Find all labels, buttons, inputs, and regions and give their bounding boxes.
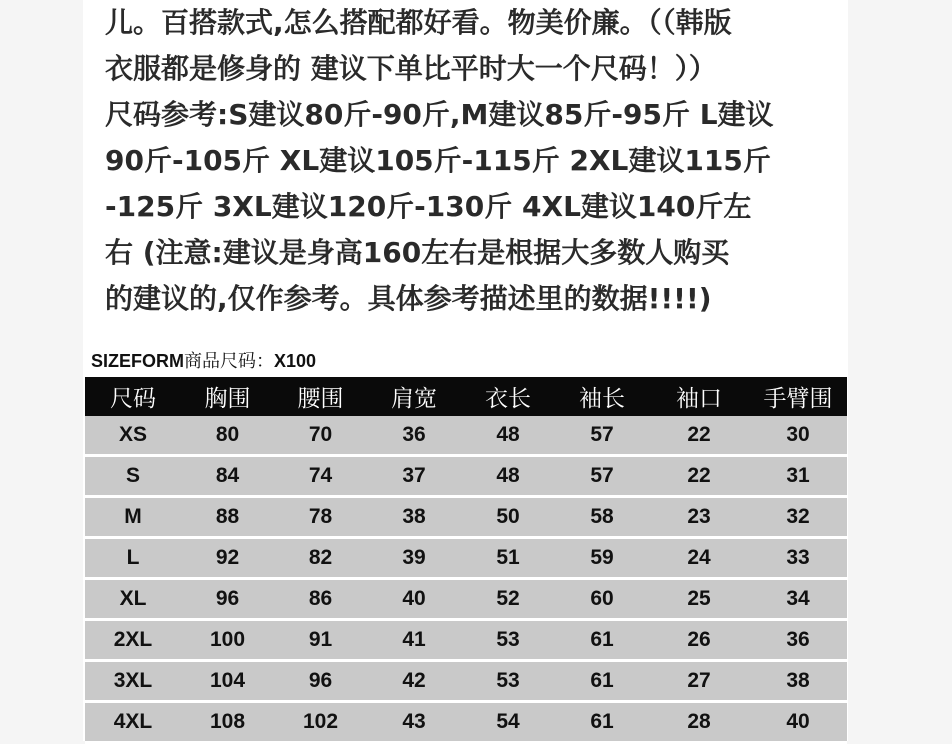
table-cell: 22	[649, 456, 749, 497]
table-cell: 43	[367, 702, 461, 743]
size-cell: M	[85, 497, 181, 538]
table-cell: 61	[555, 620, 649, 661]
size-cell: L	[85, 538, 181, 579]
table-cell: 86	[274, 579, 367, 620]
table-cell: 34	[749, 579, 847, 620]
size-cell: 3XL	[85, 661, 181, 702]
table-row	[85, 579, 847, 620]
product-detail-image	[83, 0, 848, 741]
table-row	[85, 538, 847, 579]
table-row	[85, 620, 847, 661]
table-row	[85, 497, 847, 538]
table-cell: 25	[649, 579, 749, 620]
header-cell: 肩宽	[367, 377, 461, 416]
size-cell: 2XL	[85, 620, 181, 661]
description-line: 衣服都是修身的 建议下单比平时大一个尺码！））	[105, 52, 717, 85]
table-cell: 92	[181, 538, 274, 579]
table-cell: 22	[649, 416, 749, 456]
table-cell: 31	[749, 456, 847, 497]
table-cell: 38	[749, 661, 847, 702]
table-cell: 59	[555, 538, 649, 579]
table-cell: 88	[181, 497, 274, 538]
header-cell: 腰围	[274, 377, 367, 416]
size-form-title	[91, 346, 316, 376]
table-cell: 57	[555, 416, 649, 456]
table-cell: 57	[555, 456, 649, 497]
size-chart-body	[85, 416, 847, 743]
table-cell: 53	[461, 620, 555, 661]
table-cell: 26	[649, 620, 749, 661]
table-cell: 27	[649, 661, 749, 702]
table-cell: 70	[274, 416, 367, 456]
size-chart-table	[85, 377, 847, 744]
table-header-row	[85, 377, 847, 416]
table-cell: 23	[649, 497, 749, 538]
table-cell: 96	[274, 661, 367, 702]
table-cell: 104	[181, 661, 274, 702]
size-cell: XL	[85, 579, 181, 620]
table-cell: 60	[555, 579, 649, 620]
size-cell: 4XL	[85, 702, 181, 743]
table-cell: 38	[367, 497, 461, 538]
header-cell: 袖口	[649, 377, 749, 416]
table-cell: 40	[367, 579, 461, 620]
description-line: 儿。百搭款式,怎么搭配都好看。物美价廉。（（韩版	[105, 6, 732, 39]
table-cell: 24	[649, 538, 749, 579]
table-cell: 42	[367, 661, 461, 702]
table-cell: 51	[461, 538, 555, 579]
size-cell: XS	[85, 416, 181, 456]
table-cell: 50	[461, 497, 555, 538]
table-cell: 48	[461, 456, 555, 497]
description-line: 的建议的,仅作参考。具体参考描述里的数据!!!!)	[105, 282, 712, 315]
table-cell: 36	[367, 416, 461, 456]
description-line: -125斤 3XL建议120斤-130斤 4XL建议140斤左	[105, 190, 752, 223]
table-row	[85, 702, 847, 743]
table-cell: 61	[555, 702, 649, 743]
description-line: 尺码参考:S建议80斤-90斤,M建议85斤-95斤 L建议	[105, 98, 774, 131]
header-cell: 胸围	[181, 377, 274, 416]
size-form-cn-label: 商品尺码：	[184, 351, 274, 372]
table-cell: 54	[461, 702, 555, 743]
header-cell: 袖长	[555, 377, 649, 416]
table-cell: 36	[749, 620, 847, 661]
table-cell: 37	[367, 456, 461, 497]
table-cell: 52	[461, 579, 555, 620]
table-cell: 91	[274, 620, 367, 661]
size-form-prefix: SIZEFORM	[91, 351, 184, 371]
table-cell: 74	[274, 456, 367, 497]
table-cell: 39	[367, 538, 461, 579]
table-cell: 48	[461, 416, 555, 456]
size-cell: S	[85, 456, 181, 497]
table-cell: 30	[749, 416, 847, 456]
table-cell: 58	[555, 497, 649, 538]
table-cell: 40	[749, 702, 847, 743]
table-cell: 84	[181, 456, 274, 497]
table-cell: 102	[274, 702, 367, 743]
table-row	[85, 661, 847, 702]
header-cell: 衣长	[461, 377, 555, 416]
header-cell: 手臂围	[749, 377, 847, 416]
table-cell: 80	[181, 416, 274, 456]
table-cell: 108	[181, 702, 274, 743]
table-row	[85, 416, 847, 456]
table-cell: 33	[749, 538, 847, 579]
header-cell: 尺码	[85, 377, 181, 416]
table-cell: 82	[274, 538, 367, 579]
table-cell: 61	[555, 661, 649, 702]
table-cell: 100	[181, 620, 274, 661]
table-row	[85, 456, 847, 497]
description-line: 90斤-105斤 XL建议105斤-115斤 2XL建议115斤	[105, 144, 771, 177]
table-cell: 53	[461, 661, 555, 702]
table-cell: 28	[649, 702, 749, 743]
size-form-code: X100	[274, 351, 317, 371]
table-cell: 32	[749, 497, 847, 538]
table-cell: 96	[181, 579, 274, 620]
table-cell: 41	[367, 620, 461, 661]
product-description	[105, 0, 840, 322]
description-line: 右 (注意:建议是身高160左右是根据大多数人购买	[105, 236, 730, 269]
table-cell: 78	[274, 497, 367, 538]
